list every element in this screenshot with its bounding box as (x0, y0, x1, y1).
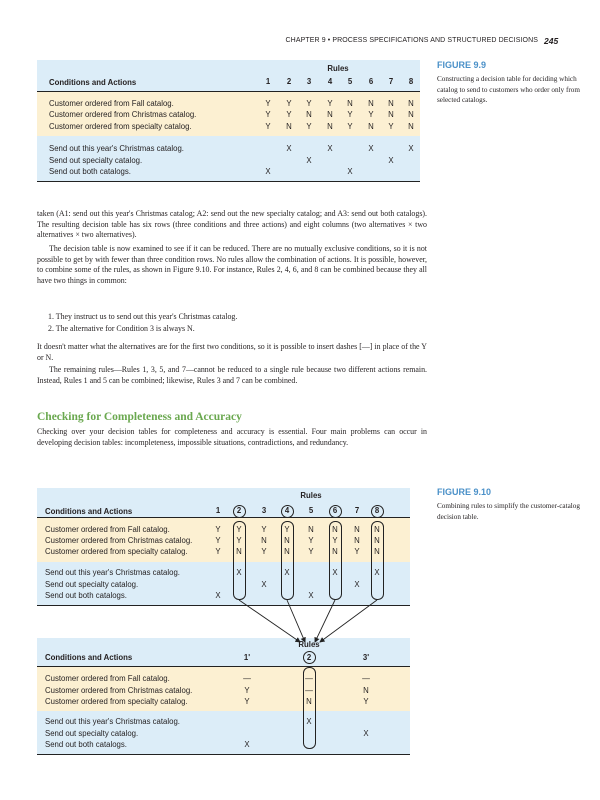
condition-value: N (388, 110, 394, 119)
condition-value: Y (284, 525, 290, 534)
condition-value: N (284, 547, 290, 556)
list-item-2: 2. The alternative for Condition 3 is always N. (48, 324, 195, 333)
condition-value: N (332, 547, 338, 556)
condition-value: Y (215, 525, 221, 534)
condition-value: Y (215, 547, 221, 556)
action-value: X (236, 568, 242, 577)
action-value: X (363, 729, 369, 738)
action-value: X (215, 591, 221, 600)
bottom-conditions-actions-label: Conditions and Actions (45, 653, 133, 662)
condition-value: Y (236, 525, 242, 534)
condition-value: N (368, 99, 374, 108)
page-number: 245 (544, 36, 559, 46)
condition-value: N (408, 122, 414, 131)
action-value: X (306, 156, 312, 165)
rule-number: 7 (388, 77, 394, 86)
condition-value: N (284, 536, 290, 545)
condition-value: Y (244, 697, 250, 706)
action-value: X (286, 144, 292, 153)
condition-value: Y (347, 110, 353, 119)
paragraph-3: It doesn't matter what the alternatives are for the first two conditions, so it is possible to insert dashes [—] in place of the Y or N. (37, 342, 427, 362)
action-label: Send out both catalogs. (49, 167, 131, 176)
rule-number: 4 (284, 506, 290, 515)
action-value: X (347, 167, 353, 176)
paragraph-1: taken (A1: send out this year's Christmas catalog; A2: send out the new specialty catalog; and A3: send out both catalogs). The resulting decision table has six rows (three conditions and three actions) and eight columns (two alternatives × two alternatives × two alternatives). (37, 209, 427, 240)
condition-value: — (243, 674, 251, 683)
condition-value: N (261, 536, 267, 545)
condition-value: Y (215, 536, 221, 545)
rule-number: 1' (243, 653, 251, 662)
condition-label: Customer ordered from Christmas catalog. (45, 686, 193, 695)
condition-value: Y (347, 122, 353, 131)
condition-value: N (374, 547, 380, 556)
condition-label: Customer ordered from Fall catalog. (45, 674, 170, 683)
condition-value: N (306, 697, 312, 706)
arrow-rule-2 (239, 600, 300, 642)
condition-value: Y (388, 122, 394, 131)
condition-value: N (388, 99, 394, 108)
condition-value: N (347, 99, 353, 108)
arrow-rule-6 (315, 600, 335, 642)
action-label: Send out specialty catalog. (49, 156, 143, 165)
condition-value: Y (261, 525, 267, 534)
action-value: X (354, 580, 360, 589)
condition-label: Customer ordered from specialty catalog. (45, 697, 188, 706)
rule-number: 8 (374, 506, 380, 515)
condition-value: Y (354, 547, 360, 556)
action-value: X (368, 144, 374, 153)
action-value: X (374, 568, 380, 577)
condition-value: Y (286, 110, 292, 119)
condition-value: Y (327, 99, 333, 108)
rule-number: 3 (306, 77, 312, 86)
condition-value: Y (306, 99, 312, 108)
arrow-rule-8 (320, 600, 377, 642)
rule-number: 3' (362, 653, 370, 662)
condition-label: Customer ordered from Fall catalog. (45, 525, 170, 534)
condition-value: Y (363, 697, 369, 706)
rule-number: 2 (306, 653, 312, 662)
condition-value: Y (244, 686, 250, 695)
condition-value: N (236, 547, 242, 556)
condition-label: Customer ordered from specialty catalog. (45, 547, 188, 556)
action-value: X (308, 591, 314, 600)
condition-value: N (374, 536, 380, 545)
condition-value: N (354, 525, 360, 534)
top-rules-label: Rules (300, 491, 322, 500)
condition-value: N (332, 525, 338, 534)
condition-value: Y (332, 536, 338, 545)
rules-label: Rules (327, 64, 349, 73)
action-value: X (284, 568, 290, 577)
condition-value: — (305, 674, 313, 683)
condition-label: Customer ordered from Christmas catalog. (49, 110, 197, 119)
action-label: Send out this year's Christmas catalog. (45, 717, 180, 726)
condition-value: N (306, 110, 312, 119)
condition-label: Customer ordered from specialty catalog. (49, 122, 192, 131)
condition-value: Y (286, 99, 292, 108)
condition-value: N (327, 110, 333, 119)
condition-value: Y (265, 99, 271, 108)
top-conditions-actions-label: Conditions and Actions (45, 507, 133, 516)
rule-number: 3 (261, 506, 267, 515)
running-head: CHAPTER 9 • PROCESS SPECIFICATIONS AND STRUCTURED DECISIONS (285, 37, 538, 44)
figure-9-10-label: FIGURE 9.10 (437, 487, 492, 497)
action-label: Send out both catalogs. (45, 591, 127, 600)
condition-value: N (308, 525, 314, 534)
condition-value: N (354, 536, 360, 545)
bottom-rules-label: Rules (298, 640, 320, 649)
rule-number: 6 (368, 77, 374, 86)
condition-value: N (286, 122, 292, 131)
action-value: X (261, 580, 267, 589)
rule-number: 2 (286, 77, 292, 86)
rule-number: 5 (308, 506, 314, 515)
condition-value: N (368, 122, 374, 131)
action-value: X (244, 740, 250, 749)
condition-value: Y (236, 536, 242, 545)
action-label: Send out this year's Christmas catalog. (45, 568, 180, 577)
list-item-1: 1. They instruct us to send out this year's Christmas catalog. (48, 312, 238, 321)
action-label: Send out this year's Christmas catalog. (49, 144, 184, 153)
action-value: X (306, 717, 312, 726)
rule-number: 2 (236, 506, 242, 515)
condition-value: N (374, 525, 380, 534)
rule-number: 1 (215, 506, 221, 515)
rule-number: 8 (408, 77, 414, 86)
action-label: Send out specialty catalog. (45, 580, 139, 589)
condition-value: Y (265, 122, 271, 131)
condition-label: Customer ordered from Christmas catalog. (45, 536, 193, 545)
condition-value: Y (261, 547, 267, 556)
action-value: X (408, 144, 414, 153)
action-value: X (327, 144, 333, 153)
conditions-actions-label: Conditions and Actions (49, 78, 137, 87)
paragraph-4: The remaining rules—Rules 1, 3, 5, and 7—cannot be reduced to a single rule because two different actions remain. Instead, Rules 1 and 5 can be combined; likewise, Rules 3 and 7 can be combined. (37, 365, 427, 385)
figure-9-10-caption: Combining rules to simplify the customer-catalog decision table. (437, 502, 580, 521)
condition-value: Y (368, 110, 374, 119)
rule-number: 6 (332, 506, 338, 515)
figure-9-9-label: FIGURE 9.9 (437, 60, 487, 70)
section-heading: Checking for Completeness and Accuracy (37, 411, 242, 423)
paragraph-5: Checking over your decision tables for completeness and accuracy is essential. Four main problems can occur in developing decision tables: incompleteness, impossible situations, contradictions, and redundancy. (37, 427, 427, 447)
condition-value: Y (265, 110, 271, 119)
action-value: X (332, 568, 338, 577)
paragraph-2: The decision table is now examined to see if it can be reduced. There are no mutually exclusive conditions, so it is not possible to get by with fewer than three condition rows. No rules allow the combination of actions. It is possible, however, to combine some of the rules, as shown in Figure 9.10. For instance, Rules 2, 4, 6, and 8 can be combined because they all have two things in common: (37, 244, 427, 285)
figure-9-9-caption: Constructing a decision table for deciding which catalog to send to customers who order only from selected catalogs. (437, 75, 580, 104)
action-value: X (388, 156, 394, 165)
arrow-rule-4 (287, 600, 305, 642)
rule-number: 1 (265, 77, 271, 86)
rule-number: 5 (347, 77, 353, 86)
condition-value: N (408, 99, 414, 108)
condition-value: N (408, 110, 414, 119)
action-value: X (265, 167, 271, 176)
action-label: Send out both catalogs. (45, 740, 127, 749)
condition-value: Y (308, 547, 314, 556)
rule-number: 4 (327, 77, 333, 86)
condition-value: — (305, 686, 313, 695)
condition-value: Y (308, 536, 314, 545)
condition-value: N (327, 122, 333, 131)
condition-label: Customer ordered from Fall catalog. (49, 99, 174, 108)
action-label: Send out specialty catalog. (45, 729, 139, 738)
condition-value: Y (306, 122, 312, 131)
condition-value: — (362, 674, 370, 683)
rule-number: 7 (354, 506, 360, 515)
condition-value: N (363, 686, 369, 695)
